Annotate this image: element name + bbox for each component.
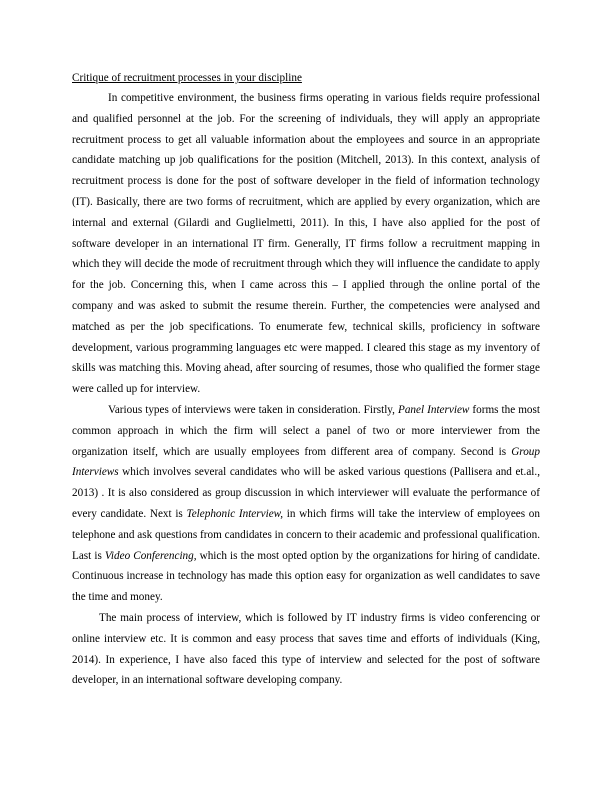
text-run: Various types of interviews were taken in consideration. Firstly,	[108, 403, 398, 416]
term-video-conferencing: Video Conferencing,	[104, 549, 197, 562]
term-telephonic-interview: Telephonic Interview,	[186, 507, 284, 520]
term-panel-interview: Panel Interview	[398, 403, 470, 416]
text-run: which involves several candidates who will be asked various questions (Pallisera and et.al., 2013) . It is also considered as group discussion in which interviewer will evaluate the performance of every candidate. Next is	[72, 466, 540, 520]
text-run: which is the most opted option by the organizations for hiring of candidate. Continuous increase in technology has made this option easy for organization as well candidates to save the time and money.	[72, 549, 541, 604]
document-body	[72, 68, 540, 691]
term-group-interviews: Group Interviews	[72, 445, 540, 479]
text-run: forms the most common approach in which the firm will select a panel of two or more interviewer from the organization itself, which are usually employees from different area of company. Second is	[72, 403, 540, 458]
section-heading: Critique of recruitment processes in your discipline	[72, 72, 302, 84]
paragraph-recruitment-process: In competitive environment, the business firms operating in various fields require professional and qualified personnel at the job. For the screening of individuals, they will apply an appropriate recruitment process to get all valuable information about the employees and source in an appropriate candidate matching up job qualifications for the position (Mitchell, 2013). In this context, analysis of recruitment process is done for the post of software developer in the field of information technology (IT). Basically, there are two forms of recruitment, which are applied by every organization, which are internal and external (Gilardi and Guglielmetti, 2011). In this, I have also applied for the post of software developer in an international IT firm. Generally, IT firms follow a recruitment mapping in which they will decide the mode of recruitment through which they will influence the candidate to apply for the job. Concerning this, when I came across this – I applied through the online portal of the company and was asked to submit the resume therein. Further, the competencies were analysed and matched as per the job specifications. To enumerate few, technical skills, proficiency in software development, various programming languages etc were mapped. I cleared this stage as my inventory of skills was matching this. Moving ahead, after sourcing of resumes, those who qualified the former stage were called up for interview.	[72, 92, 540, 396]
text-run: in which firms will take the interview of employees on telephone and ask questions from candidates in concern to their academic and professional qualification. Last is	[72, 507, 540, 562]
paragraph-main-interview-process: The main process of interview, which is followed by IT industry firms is video conferencing or online interview etc. It is common and easy process that saves time and efforts of individuals (King, 2014). In experience, I have also faced this type of interview and selected for the post of software developer, in an international software developing company.	[72, 611, 540, 687]
paragraph-interview-types	[72, 400, 540, 608]
